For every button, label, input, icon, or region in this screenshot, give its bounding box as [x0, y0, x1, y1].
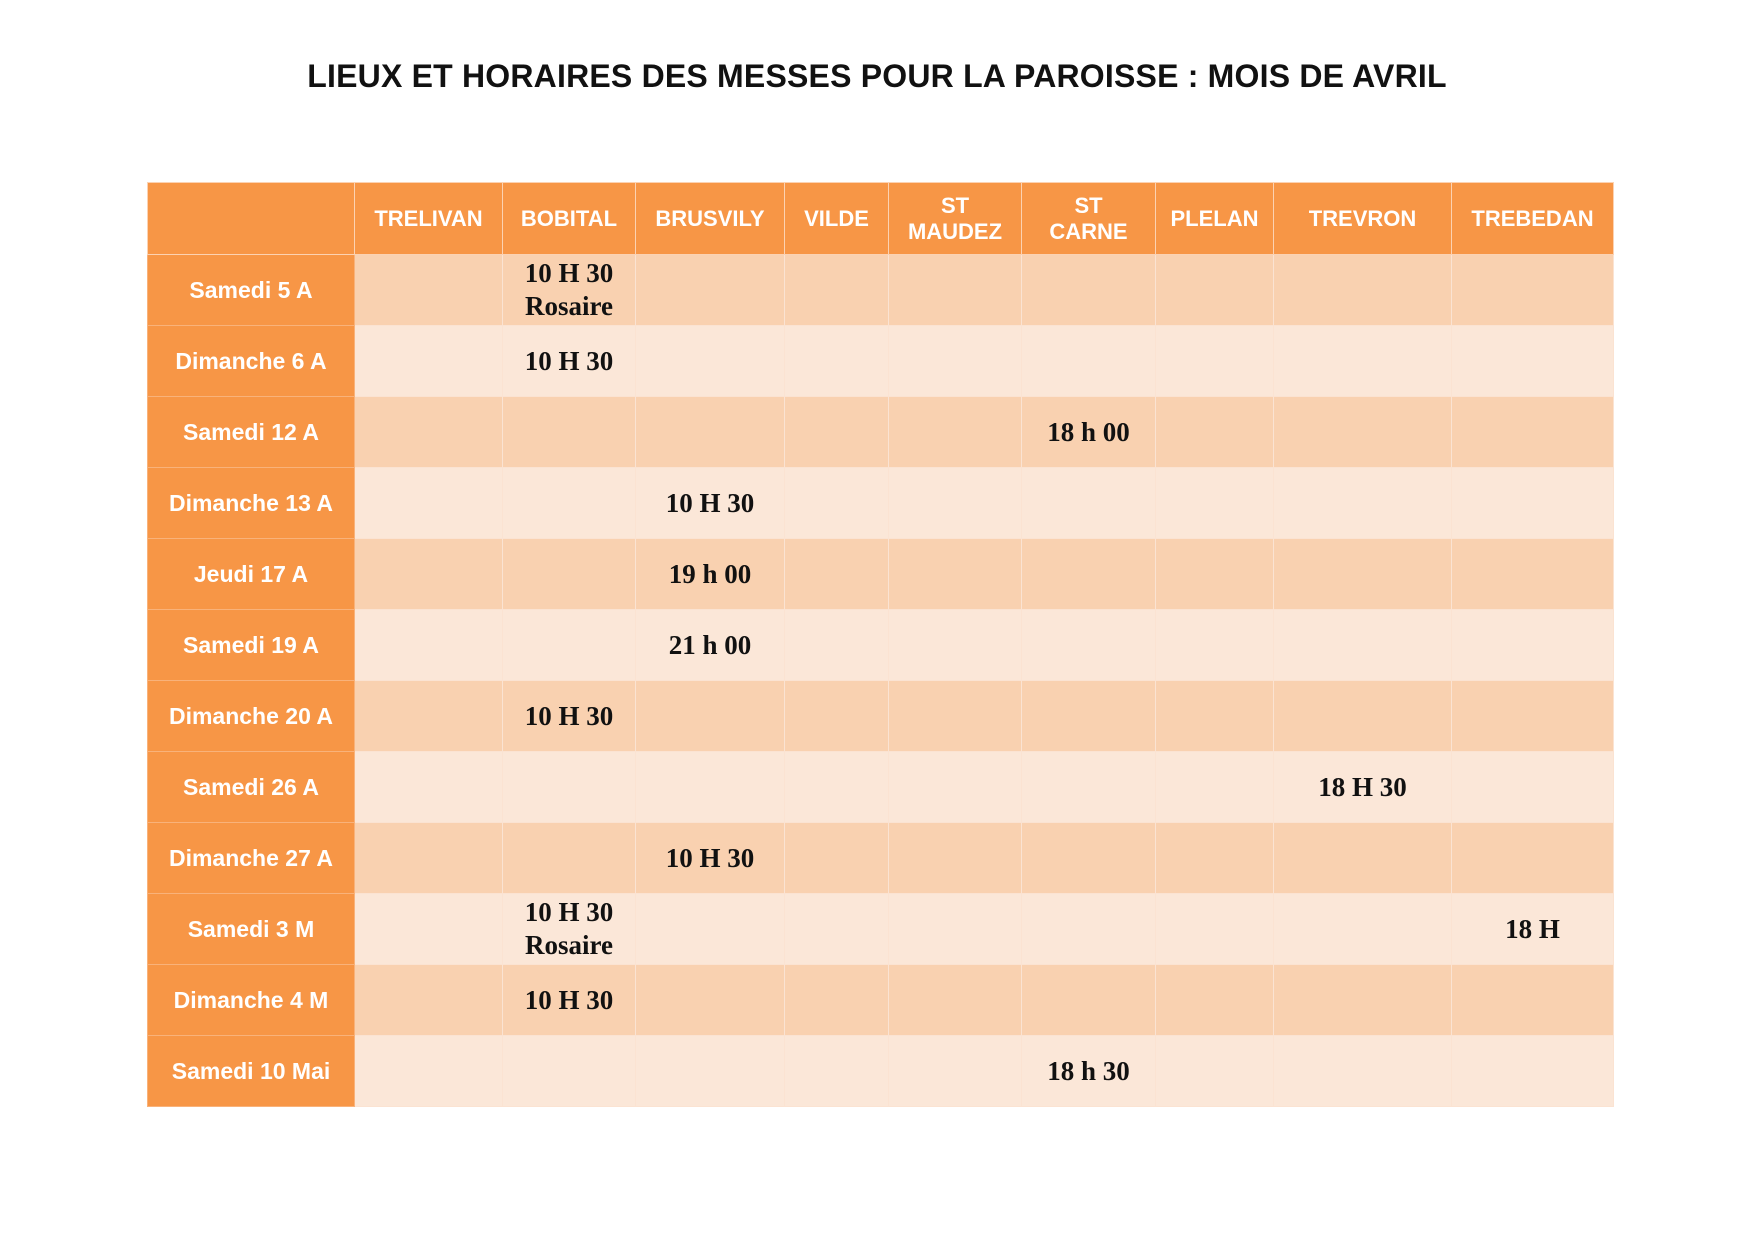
schedule-cell [1022, 752, 1156, 823]
schedule-cell [1452, 1036, 1614, 1107]
schedule-cell [889, 255, 1022, 326]
schedule-cell [785, 823, 889, 894]
table-body [148, 255, 1614, 1107]
schedule-cell [355, 681, 503, 752]
schedule-cell [1452, 397, 1614, 468]
schedule-cell [1022, 468, 1156, 539]
table-row [148, 397, 1614, 468]
schedule-cell [1022, 610, 1156, 681]
schedule-cell [785, 610, 889, 681]
schedule-cell [1452, 965, 1614, 1036]
schedule-cell [503, 894, 636, 965]
schedule-cell [785, 468, 889, 539]
schedule-cell [1452, 255, 1614, 326]
mass-time: 10 H 30 [665, 842, 755, 873]
schedule-cell [889, 894, 1022, 965]
schedule-cell [636, 610, 785, 681]
schedule-cell [889, 1036, 1022, 1107]
schedule-cell [1274, 326, 1452, 397]
table-row [148, 610, 1614, 681]
schedule-cell [1156, 468, 1274, 539]
page-title: LIEUX ET HORAIRES DES MESSES POUR LA PAROISSE : MOIS DE AVRIL [307, 58, 1447, 94]
schedule-cell [889, 965, 1022, 1036]
schedule-cell [1452, 610, 1614, 681]
schedule-cell [1274, 539, 1452, 610]
column-header-label: ST MAUDEZ [907, 192, 1003, 244]
column-header-label: TRELIVAN [374, 205, 483, 231]
column-header-label: BRUSVILY [655, 205, 765, 231]
schedule-cell [1274, 610, 1452, 681]
schedule-cell [355, 326, 503, 397]
schedule-cell [889, 539, 1022, 610]
mass-time: 18 H [1505, 913, 1560, 944]
schedule-cell [889, 681, 1022, 752]
schedule-cell [1156, 894, 1274, 965]
schedule-cell [1274, 823, 1452, 894]
schedule-cell [636, 681, 785, 752]
column-header [889, 183, 1022, 255]
schedule-cell [785, 894, 889, 965]
schedule-cell [1156, 752, 1274, 823]
schedule-cell [785, 681, 889, 752]
schedule-cell [1156, 823, 1274, 894]
table-row [148, 681, 1614, 752]
schedule-cell [1274, 681, 1452, 752]
schedule-cell [636, 255, 785, 326]
schedule-cell [1022, 823, 1156, 894]
column-header-label: ST CARNE [1049, 192, 1128, 244]
schedule-cell [1156, 1036, 1274, 1107]
schedule-cell [1274, 397, 1452, 468]
column-header-label: VILDE [804, 205, 869, 231]
column-header [1274, 183, 1452, 255]
schedule-cell [785, 326, 889, 397]
schedule-cell [1156, 965, 1274, 1036]
row-day-label: Dimanche 4 M [148, 965, 355, 1036]
column-header [1022, 183, 1156, 255]
row-day-label: Dimanche 27 A [148, 823, 355, 894]
column-header [1156, 183, 1274, 255]
mass-time: 19 h 00 [668, 558, 752, 589]
mass-time: 10 H 30 [524, 984, 614, 1015]
schedule-cell [636, 326, 785, 397]
schedule-cell [785, 397, 889, 468]
schedule-cell [503, 823, 636, 894]
schedule-cell [1022, 894, 1156, 965]
schedule-cell [636, 823, 785, 894]
schedule-cell [1022, 255, 1156, 326]
schedule-cell [503, 255, 636, 326]
row-day-label: Samedi 19 A [148, 610, 355, 681]
schedule-cell [1452, 468, 1614, 539]
schedule-cell [1156, 255, 1274, 326]
schedule-cell [1156, 326, 1274, 397]
header-row [148, 183, 1614, 255]
mass-time: 10 H 30 Rosaire [524, 897, 614, 960]
schedule-cell [503, 681, 636, 752]
schedule-cell [355, 539, 503, 610]
schedule-cell [355, 965, 503, 1036]
schedule-cell [785, 752, 889, 823]
schedule-cell [503, 468, 636, 539]
column-header [355, 183, 503, 255]
schedule-cell [889, 823, 1022, 894]
schedule-cell [1156, 681, 1274, 752]
column-header-label: BOBITAL [520, 205, 618, 231]
schedule-cell [889, 397, 1022, 468]
column-header [785, 183, 889, 255]
schedule-cell [503, 610, 636, 681]
schedule-cell [1274, 965, 1452, 1036]
table-row [148, 894, 1614, 965]
schedule-cell [1274, 1036, 1452, 1107]
schedule-cell [1022, 326, 1156, 397]
schedule-cell [503, 539, 636, 610]
schedule-cell [785, 1036, 889, 1107]
schedule-cell [1274, 255, 1452, 326]
schedule-cell [636, 965, 785, 1036]
schedule-cell [1156, 610, 1274, 681]
schedule-cell [503, 1036, 636, 1107]
schedule-cell [355, 894, 503, 965]
schedule-cell [785, 539, 889, 610]
column-header-label: TREVRON [1308, 205, 1417, 231]
schedule-cell [889, 326, 1022, 397]
mass-time: 18 h 30 [1047, 1055, 1130, 1086]
schedule-cell [1274, 894, 1452, 965]
schedule-cell [889, 752, 1022, 823]
table-row [148, 752, 1614, 823]
schedule-cell [889, 610, 1022, 681]
row-day-label: Dimanche 13 A [148, 468, 355, 539]
schedule-cell [1022, 1036, 1156, 1107]
schedule-cell [503, 752, 636, 823]
table-row [148, 1036, 1614, 1107]
row-day-label: Samedi 12 A [148, 397, 355, 468]
schedule-cell [1452, 752, 1614, 823]
mass-schedule-table [147, 182, 1614, 1107]
row-day-label: Samedi 3 M [148, 894, 355, 965]
column-header [1452, 183, 1614, 255]
schedule-cell [1022, 397, 1156, 468]
schedule-cell [1022, 681, 1156, 752]
table-row [148, 823, 1614, 894]
column-header-label: TREBEDAN [1471, 205, 1594, 231]
schedule-cell [636, 468, 785, 539]
schedule-cell [1452, 681, 1614, 752]
row-day-label: Jeudi 17 A [148, 539, 355, 610]
schedule-cell [1022, 965, 1156, 1036]
row-day-label: Dimanche 20 A [148, 681, 355, 752]
schedule-cell [355, 397, 503, 468]
schedule-cell [1452, 894, 1614, 965]
mass-time: 10 H 30 [524, 700, 614, 731]
schedule-cell [785, 255, 889, 326]
mass-time: 21 h 00 [668, 629, 752, 660]
schedule-cell [1156, 397, 1274, 468]
schedule-cell [503, 965, 636, 1036]
table-row [148, 539, 1614, 610]
schedule-cell [503, 397, 636, 468]
schedule-cell [889, 468, 1022, 539]
schedule-cell [355, 823, 503, 894]
schedule-cell [1452, 326, 1614, 397]
table-row [148, 326, 1614, 397]
mass-time: 18 H 30 [1318, 771, 1407, 802]
schedule-cell [636, 752, 785, 823]
mass-time: 18 h 00 [1047, 416, 1130, 447]
schedule-cell [1274, 468, 1452, 539]
schedule-cell [1022, 539, 1156, 610]
column-header-label: PLELAN [1170, 205, 1259, 231]
table-row [148, 468, 1614, 539]
mass-time: 10 H 30 Rosaire [524, 258, 614, 321]
schedule-cell [1274, 752, 1452, 823]
table-row [148, 965, 1614, 1036]
row-day-label: Samedi 10 Mai [148, 1036, 355, 1107]
schedule-cell [355, 468, 503, 539]
schedule-cell [785, 965, 889, 1036]
schedule-cell [1452, 539, 1614, 610]
schedule-cell [636, 397, 785, 468]
schedule-cell [355, 752, 503, 823]
mass-time: 10 H 30 [524, 345, 614, 376]
corner-header [148, 183, 355, 255]
schedule-cell [636, 894, 785, 965]
row-day-label: Samedi 5 A [148, 255, 355, 326]
column-header [636, 183, 785, 255]
schedule-cell [636, 539, 785, 610]
table-header [148, 183, 1614, 255]
schedule-cell [355, 610, 503, 681]
row-day-label: Samedi 26 A [148, 752, 355, 823]
schedule-cell [636, 1036, 785, 1107]
schedule-cell [355, 255, 503, 326]
schedule-cell [355, 1036, 503, 1107]
schedule-cell [1156, 539, 1274, 610]
row-day-label: Dimanche 6 A [148, 326, 355, 397]
schedule-cell [503, 326, 636, 397]
mass-time: 10 H 30 [665, 487, 755, 518]
schedule-cell [1452, 823, 1614, 894]
column-header [503, 183, 636, 255]
table-row [148, 255, 1614, 326]
